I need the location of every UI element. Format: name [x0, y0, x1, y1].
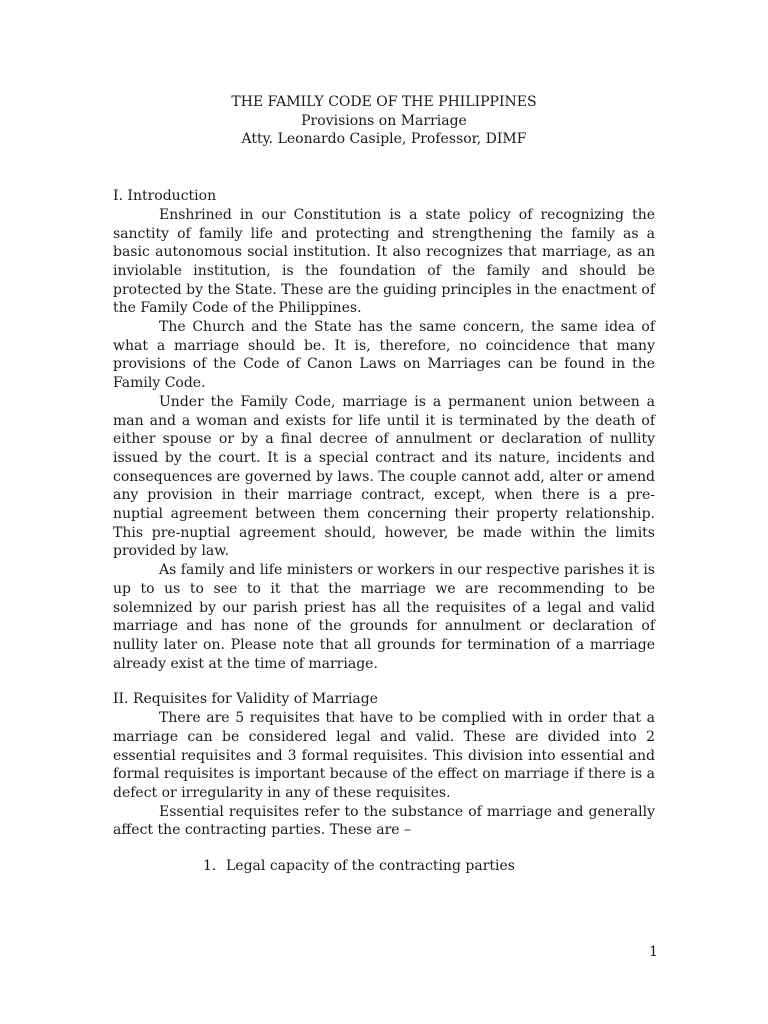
list-item-text: Legal capacity of the contracting parties: [226, 858, 515, 875]
list-item: [203, 857, 655, 876]
document-title: THE FAMILY CODE OF THE PHILIPPINES: [231, 94, 537, 110]
paragraph: As family and life ministers or workers in our respective parishes it is up to us to see to it that the marriage we are recommending to be solemnized by our parish priest has all the requisites of a legal and valid marriage and has none of the grounds for annulment or declaration of nullity later on. Please note that all grounds for termination of a marriage already exist at the time of marriage.: [113, 562, 655, 672]
paragraph: There are 5 requisites that have to be complied with in order that a marriage can be considered legal and valid. These are divided into 2 essential requisites and 3 formal requisites. This division into essential and formal requisites is important because of the effect on marriage if there is a defect or irregularity in any of these requisites.: [113, 710, 655, 801]
page-number: 1: [649, 944, 658, 960]
document-subtitle: Provisions on Marriage: [301, 112, 467, 129]
section-heading-introduction: I. Introduction: [113, 188, 217, 205]
list-item-number: 1.: [203, 858, 217, 875]
document-author: Atty. Leonardo Casiple, Professor, DIMF: [241, 131, 527, 148]
paragraph: Under the Family Code, marriage is a permanent union between a man and a woman and exists for life until it is terminated by the death of either spouse or by a final decree of annulment or declaration of nullity issued by the court. It is a special contract and its nature, incidents and consequences are governed by laws. The couple cannot add, alter or amend any provision in their marriage contract, except, when there is a pre-nuptial agreement between them concerning their property relationship. This pre-nuptial agreement should, however, be made within the limits provided by law.: [113, 393, 655, 560]
section-heading-requisites: II. Requisites for Validity of Marriage: [113, 691, 378, 708]
paragraph: Enshrined in our Constitution is a state policy of recognizing the sanctity of family life and protecting and strengthening the family as a basic autonomous social institution. It also recognizes that marriage, as an inviolable institution, is the foundation of the family and should be protected by the State. These are the guiding principles in the enactment of the Family Code of the Philippines.: [113, 206, 655, 317]
paragraph: Essential requisites refer to the substance of marriage and generally affect the contracting parties. These are –: [113, 803, 655, 839]
title-block: [113, 93, 655, 149]
document-body: [113, 93, 655, 876]
paragraph: The Church and the State has the same concern, the same idea of what a marriage should be. It is, therefore, no coincidence that many provisions of the Code of Canon Laws on Marriages can be found in the Family Code.: [113, 319, 655, 392]
